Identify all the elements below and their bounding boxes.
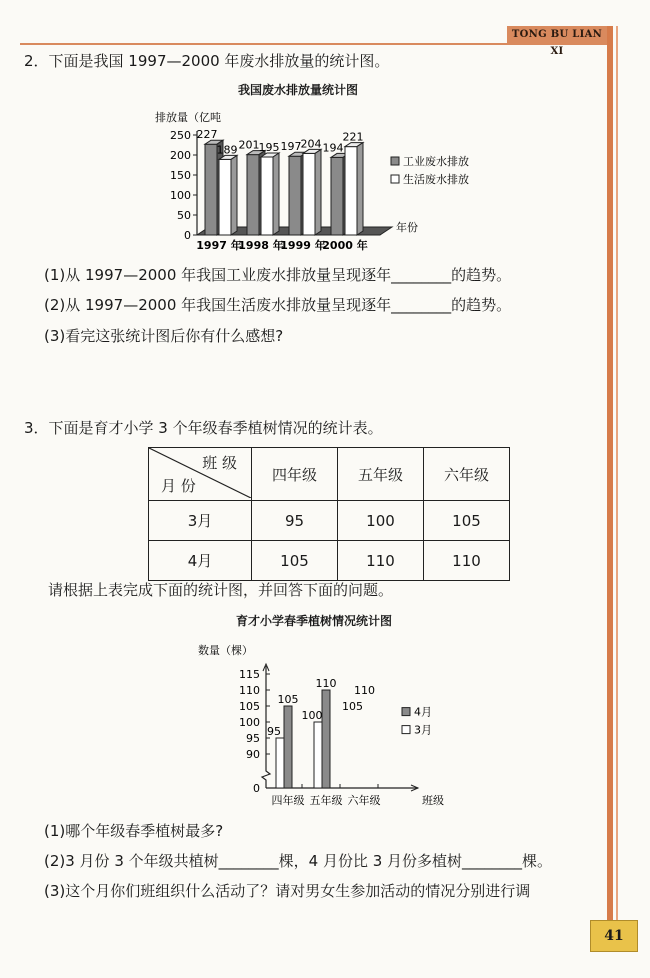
chart1-title: 我国废水排放量统计图	[238, 83, 359, 97]
table-col-header: 四年级	[252, 448, 338, 501]
legend-swatch	[391, 175, 399, 183]
q2-sub2: (2)从 1997—2000 年我国生活废水排放量呈现逐年________的趋势。	[44, 296, 512, 314]
bar-side	[357, 143, 363, 235]
y-axis-label: 排放量（亿吨	[155, 111, 221, 124]
bar	[261, 157, 273, 235]
x-tick-label: 1998 年	[238, 239, 284, 252]
data-label: 194	[322, 141, 344, 155]
y-tick-label: 0	[253, 782, 260, 795]
data-label: 197	[280, 140, 302, 154]
legend-label: 生活废水排放	[403, 173, 469, 186]
table-corner-cell	[149, 448, 252, 501]
data-label: 110	[315, 677, 337, 690]
planting-table	[148, 447, 510, 581]
y-tick-label: 100	[239, 716, 260, 729]
table-cell: 105	[424, 501, 510, 541]
bar	[205, 144, 217, 235]
x-tick-label: 1999 年	[280, 239, 326, 252]
legend-label: 3月	[414, 723, 432, 737]
y-tick-label: 50	[177, 209, 191, 222]
legend-swatch	[391, 157, 399, 165]
page-number: 41	[590, 920, 638, 952]
q2-intro: 2．下面是我国 1997—2000 年废水排放量的统计图。	[24, 52, 390, 70]
x-tick-label: 六年级	[347, 794, 381, 807]
legend-label: 工业废水排放	[403, 155, 469, 168]
table-row	[149, 541, 510, 581]
table-row-label: 4月	[149, 541, 252, 581]
table-cell: 95	[252, 501, 338, 541]
side-bar-inner	[616, 26, 618, 926]
x-tick-label: 四年级	[271, 794, 305, 807]
y-tick-label: 105	[239, 700, 260, 713]
bar	[284, 706, 292, 788]
legend-swatch	[402, 708, 410, 716]
y-tick-label: 250	[170, 129, 191, 142]
data-label: 204	[300, 137, 322, 151]
q3-sub2: (2)3 月份 3 个年级共植树________棵，4 月份比 3 月份多植树________棵。	[44, 852, 553, 870]
y-tick-label: 150	[170, 169, 191, 182]
q3-sub1: (1)哪个年级春季植树最多?	[44, 822, 224, 840]
table-col-header: 六年级	[424, 448, 510, 501]
q3-sub3: (3)这个月你们班组织什么活动了？请对男女生参加活动的情况分别进行调	[44, 882, 531, 900]
y-tick-label: 200	[170, 149, 191, 162]
data-label: 195	[258, 141, 280, 154]
header-band: TONG BU LIAN XI	[507, 26, 607, 43]
x-tick-label: 五年级	[309, 794, 343, 807]
data-label: 100	[301, 709, 323, 722]
data-label: 227	[196, 128, 218, 142]
q3-instruction: 请根据上表完成下面的统计图，并回答下面的问题。	[48, 581, 394, 599]
bar	[345, 147, 357, 235]
bar-side	[231, 155, 237, 235]
corner-top-label: 班 级	[202, 454, 237, 472]
data-label: 189	[216, 143, 238, 157]
x-axis-label: 年份	[396, 221, 418, 234]
x-axis-label: 班级	[422, 794, 444, 807]
bar	[331, 157, 343, 235]
bar	[322, 690, 330, 788]
y-tick-label: 115	[239, 668, 260, 681]
bar	[303, 153, 315, 235]
y-tick-label: 110	[239, 684, 260, 697]
y-tick-label: 0	[184, 229, 191, 242]
table-row-label: 3月	[149, 501, 252, 541]
table-cell: 110	[424, 541, 510, 581]
bar	[219, 159, 231, 235]
table-cell: 110	[338, 541, 424, 581]
q2-sub3: (3)看完这张统计图后你有什么感想?	[44, 327, 284, 345]
table-row	[149, 501, 510, 541]
corner-bottom-label: 月 份	[161, 477, 196, 495]
side-bar	[607, 26, 613, 926]
annotation: 110	[354, 684, 375, 697]
chart1	[155, 103, 495, 253]
y-axis-label: 数量（棵）	[198, 644, 253, 657]
y-tick-label: 90	[246, 748, 260, 761]
x-tick-label: 2000 年	[322, 239, 368, 252]
annotation: 105	[342, 700, 363, 713]
table-cell: 105	[252, 541, 338, 581]
chart2	[196, 638, 456, 818]
legend-swatch	[402, 726, 410, 734]
y-tick-label: 100	[170, 189, 191, 202]
bar-side	[315, 149, 321, 235]
table-cell: 100	[338, 501, 424, 541]
q2-sub1: (1)从 1997—2000 年我国工业废水排放量呈现逐年________的趋势。	[44, 266, 512, 284]
bar	[314, 722, 322, 788]
bar	[289, 156, 301, 235]
y-tick-label: 95	[246, 732, 260, 745]
x-tick-label: 1997 年	[196, 239, 242, 252]
data-label: 95	[267, 725, 281, 738]
bar	[247, 155, 259, 235]
header-rule	[20, 43, 607, 45]
chart2-title: 育才小学春季植树情况统计图	[236, 614, 393, 628]
bar	[276, 738, 284, 788]
q3-intro: 3．下面是育才小学 3 个年级春季植树情况的统计表。	[24, 419, 383, 437]
data-label: 105	[277, 693, 299, 706]
data-label: 221	[342, 130, 364, 144]
data-label: 201	[238, 138, 260, 152]
legend-label: 4月	[414, 705, 432, 719]
table-col-header: 五年级	[338, 448, 424, 501]
table-header-row	[149, 448, 510, 501]
bar-side	[273, 153, 279, 235]
